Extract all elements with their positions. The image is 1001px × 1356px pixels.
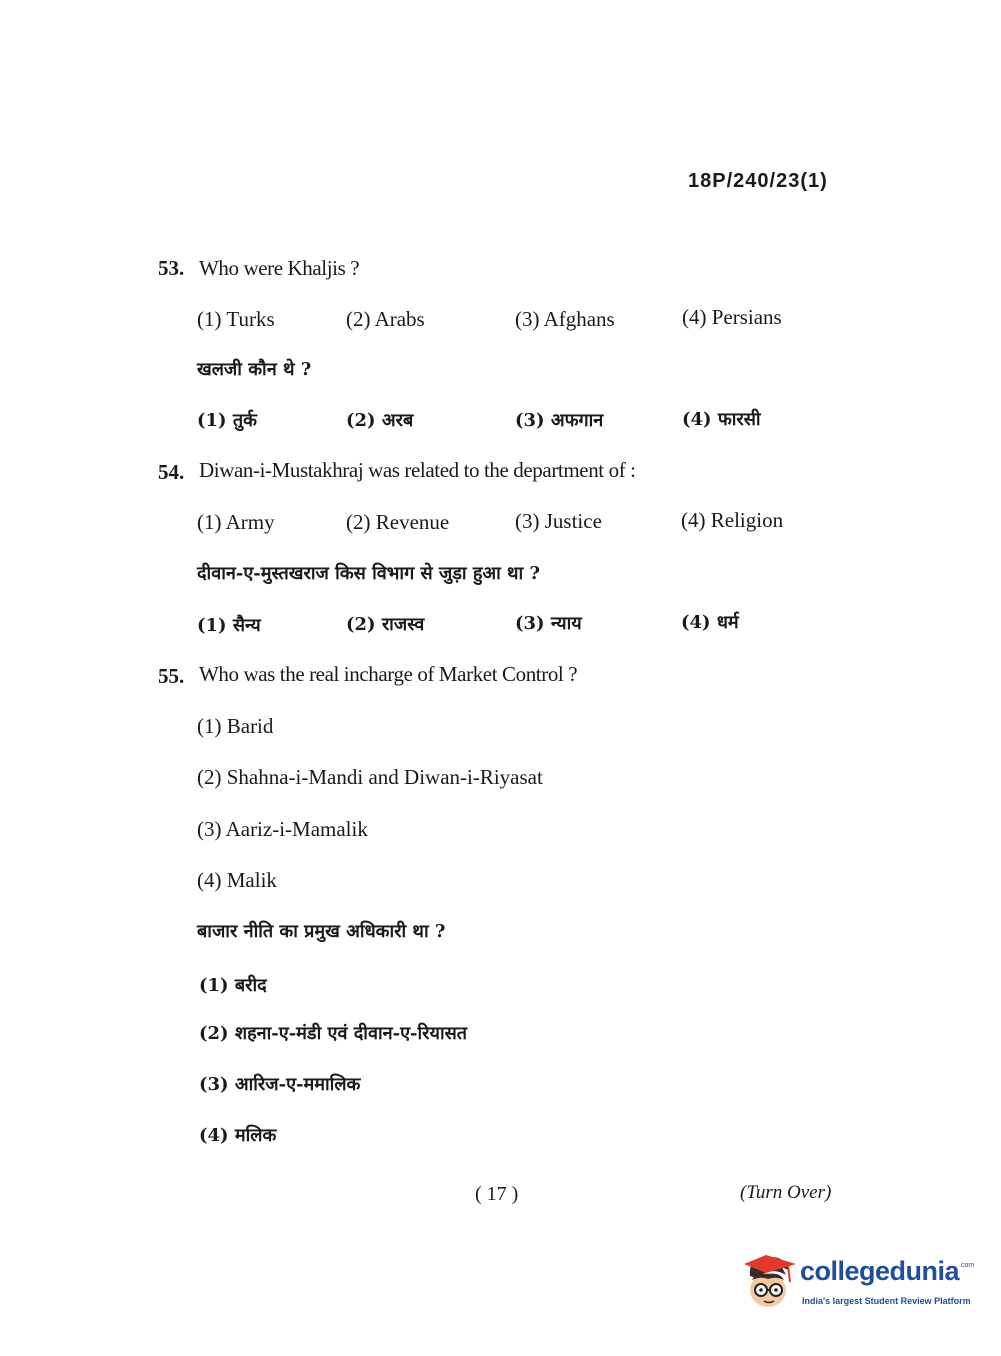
option-3: (3) Justice — [515, 509, 602, 533]
option-2: (2) Shahna-i-Mandi and Diwan-i-Riyasat — [197, 765, 543, 789]
option-2-hindi: (2) शहना-ए-मंडी एवं दीवान-ए-रियासत — [199, 1023, 468, 1044]
student-mascot-icon — [742, 1252, 800, 1312]
option-1-hindi: (1) तुर्क — [197, 410, 257, 431]
option-2-hindi: (2) अरब — [346, 410, 414, 431]
logo-tagline: India's largest Student Review Platform — [802, 1296, 971, 1306]
option-4: (4) Religion — [681, 508, 784, 532]
option-1: (1) Turks — [197, 307, 275, 331]
question-text-hindi: दीवान-ए-मुस्तखराज किस विभाग से जुड़ा हुआ था ? — [197, 563, 541, 584]
option-3: (3) Aariz-i-Mamalik — [197, 817, 368, 841]
option-4: (4) Persians — [682, 305, 782, 329]
question-text: Diwan-i-Mustakhraj was related to the department of : — [199, 458, 636, 482]
option-3-hindi: (3) आरिज-ए-ममालिक — [199, 1074, 361, 1095]
question-number: 53. — [158, 256, 185, 280]
option-4-hindi: (4) मलिक — [199, 1125, 277, 1146]
question-text-hindi: खलजी कौन थे ? — [197, 359, 312, 380]
option-1-hindi: (1) सैन्य — [197, 615, 261, 636]
option-1: (1) Barid — [197, 714, 274, 738]
option-4: (4) Malik — [197, 868, 277, 892]
option-1: (1) Army — [197, 510, 275, 534]
page-number: ( 17 ) — [475, 1183, 519, 1205]
collegedunia-logo — [742, 1252, 975, 1322]
question-number: 55. — [158, 664, 185, 688]
option-2-hindi: (2) राजस्व — [346, 614, 425, 635]
logo-wordmark: collegedunia — [800, 1256, 960, 1286]
option-2: (2) Revenue — [346, 510, 450, 534]
question-number: 54. — [158, 460, 185, 484]
paper-code: 18P/240/23(1) — [688, 170, 828, 192]
option-3-hindi: (3) न्याय — [515, 613, 582, 634]
option-1-hindi: (1) बरीद — [199, 975, 267, 996]
question-text: Who was the real incharge of Market Control ? — [199, 662, 578, 686]
option-4-hindi: (4) फारसी — [682, 409, 761, 430]
option-3-hindi: (3) अफगान — [515, 410, 604, 431]
option-2: (2) Arabs — [346, 307, 425, 331]
question-text-hindi: बाजार नीति का प्रमुख अधिकारी था ? — [197, 921, 446, 942]
turn-over-note: (Turn Over) — [740, 1182, 832, 1203]
option-3: (3) Afghans — [515, 307, 615, 331]
question-text: Who were Khaljis ? — [199, 256, 360, 280]
logo-suffix: .com — [959, 1262, 975, 1269]
option-4-hindi: (4) धर्म — [681, 612, 739, 633]
